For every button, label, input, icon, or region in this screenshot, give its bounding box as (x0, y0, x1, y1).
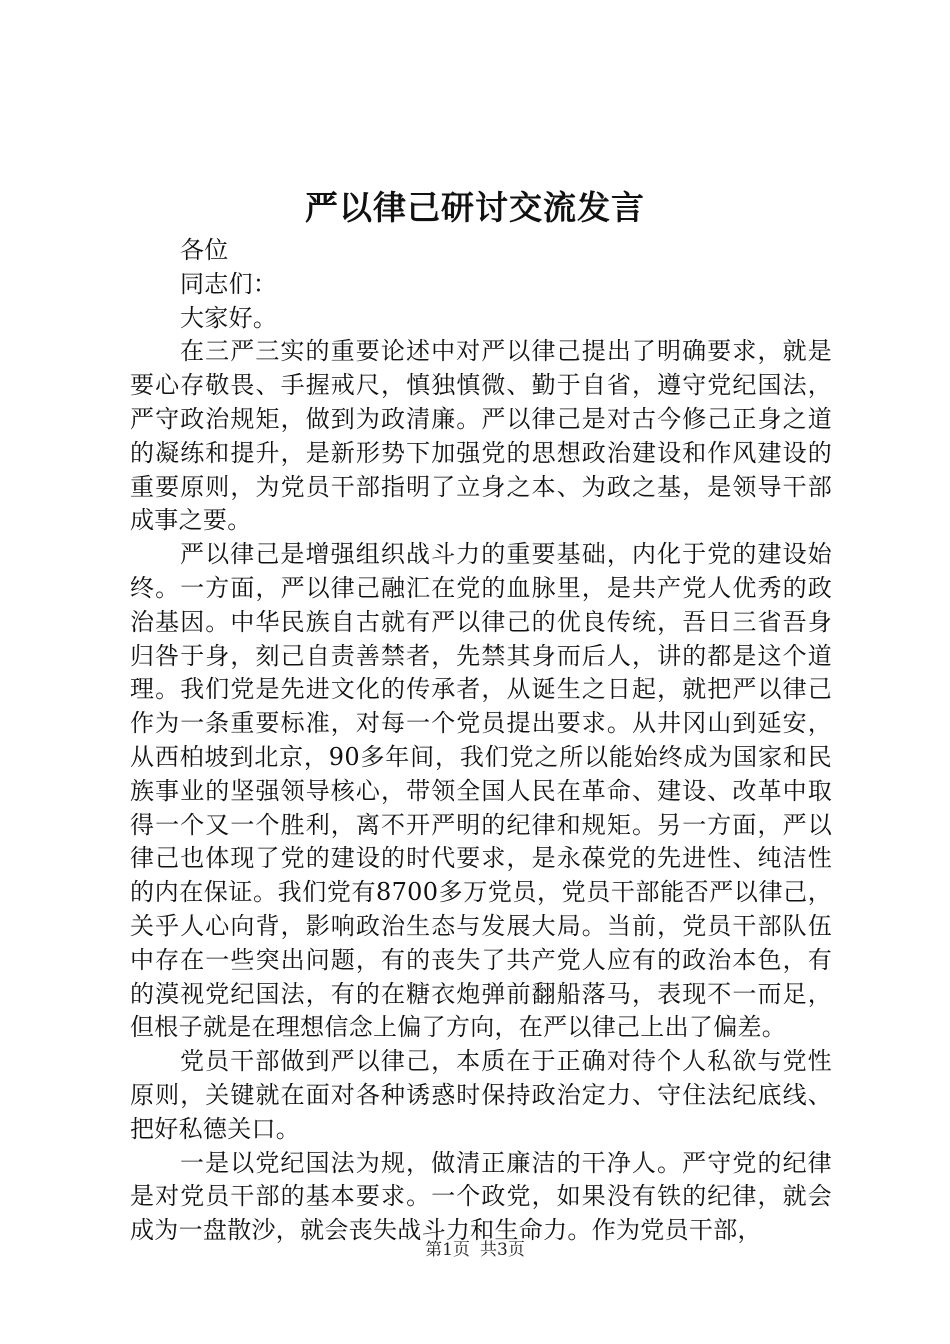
body-paragraph: 一是以党纪国法为规，做清正廉洁的干净人。严守党的纪律是对党员干部的基本要求。一个政党，如果没有铁的纪律，就会成为一盘散沙，就会丧失战斗力和生命力。作为党员干部， (130, 1148, 832, 1245)
page-total: 共3页 (480, 1240, 525, 1260)
body-paragraph: 严以律己是增强组织战斗力的重要基础，内化于党的建设始终。一方面，严以律己融汇在党的血脉里，是共产党人优秀的政治基因。中华民族自古就有严以律己的优良传统，吾日三省吾身归咎于身，刻己自责善禁者，先禁其身而后人，讲的都是这个道理。我们党是先进文化的传承者，从诞生之日起，就把严以律己作为一条重要标准，对每一个党员提出要求。从井冈山到延安，从西柏坡到北京，90多年间，我们党之所以能始终成为国家和民族事业的坚强领导核心，带领全国人民在革命、建设、改革中取得一个又一个胜利，离不开严明的纪律和规矩。另一方面，严以律己也体现了党的建设的时代要求，是永葆党的先进性、纯洁性的内在保证。我们党有8700多万党员，党员干部能否严以律己，关乎人心向背，影响政治生态与发展大局。当前，党员干部队伍中存在一些突出问题，有的丧失了共产党人应有的政治本色，有的漠视党纪国法，有的在糖衣炮弹前翻船落马，表现不一而足，但根子就是在理想信念上偏了方向，在严以律己上出了偏差。 (130, 540, 832, 1042)
page-footer (0, 1238, 950, 1262)
body-paragraph: 在三严三实的重要论述中对严以律己提出了明确要求，就是要心存敬畏、手握戒尺，慎独慎微、勤于自省，遵守党纪国法，严守政治规矩，做到为政清廉。严以律己是对古今修己正身之道的凝练和提升，是新形势下加强党的思想政治建设和作风建设的重要原则，为党员干部指明了立身之本、为政之基，是领导干部成事之要。 (130, 337, 832, 535)
greeting-line: 同志们： (180, 269, 278, 298)
document-body (130, 234, 832, 1248)
body-paragraph: 党员干部做到严以律己，本质在于正确对待个人私欲与党性原则，关键就在面对各种诱惑时保持政治定力、守住法纪底线、把好私德关口。 (130, 1047, 832, 1143)
greeting-line: 各位 (180, 236, 229, 264)
greeting-line: 大家好。 (180, 303, 278, 332)
page-number: 第1页 (425, 1240, 470, 1260)
document-title: 严以律己研讨交流发言 (305, 188, 645, 227)
